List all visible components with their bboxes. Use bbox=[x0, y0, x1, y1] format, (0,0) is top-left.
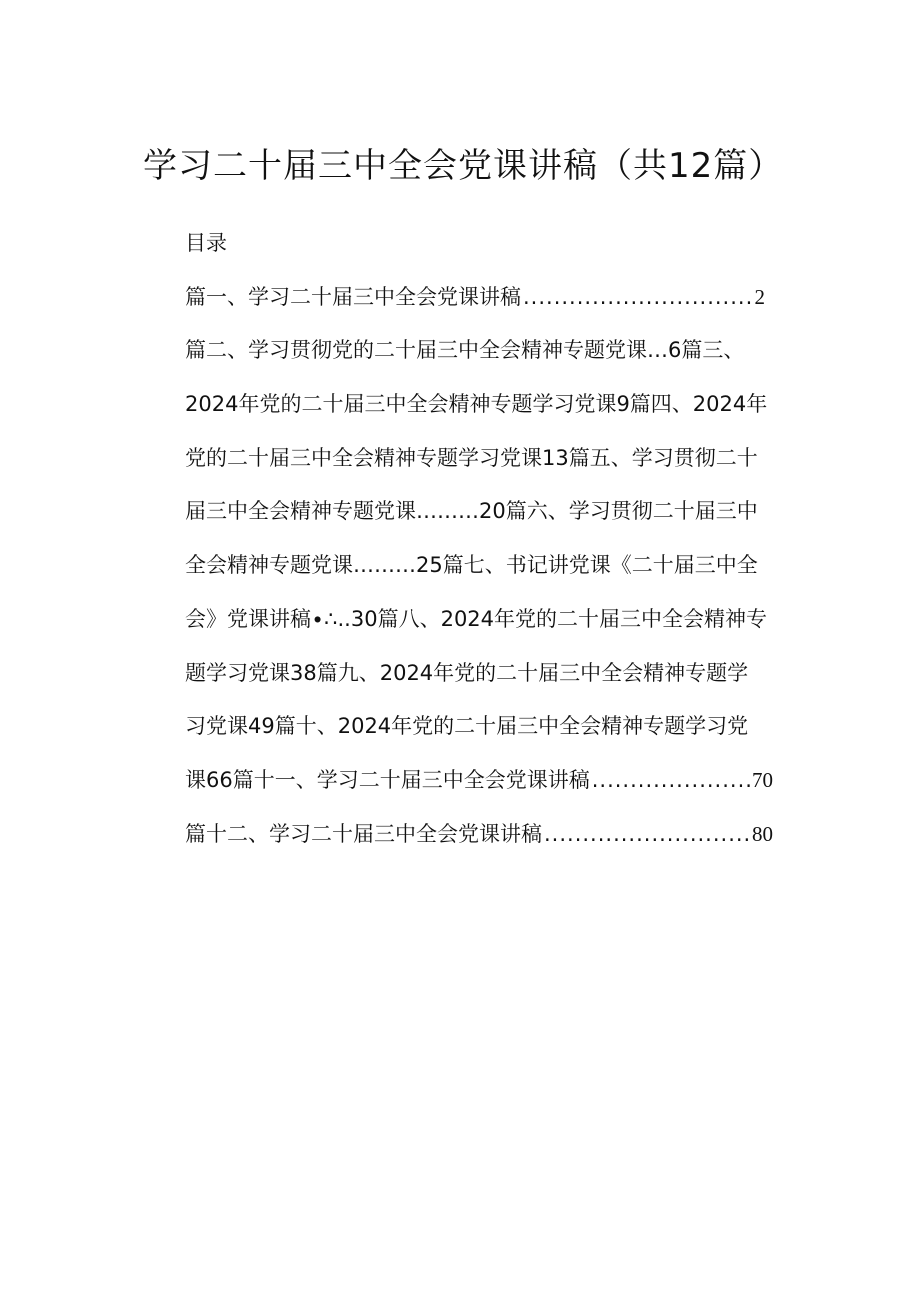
dot-leader bbox=[592, 762, 750, 799]
toc-run-line: 全会精神专题党课………25篇七、书记讲党课《二十届三中全 bbox=[185, 553, 758, 578]
toc-entry-11[interactable] bbox=[185, 762, 773, 799]
toc-page-number: 80 bbox=[752, 821, 773, 846]
toc-run-line: 2024年党的二十届三中全会精神专题学习党课9篇四、2024年 bbox=[185, 392, 768, 417]
toc-run-line: 党的二十届三中全会精神专题学习党课13篇五、学习贯彻二十 bbox=[185, 445, 758, 470]
table-of-contents bbox=[185, 225, 805, 869]
toc-run-line: 习党课49篇十、2024年党的二十届三中全会精神专题学习党 bbox=[185, 714, 749, 739]
toc-entry-label: 篇一、学习二十届三中全会党课讲稿 bbox=[185, 284, 521, 309]
toc-entry-label: 课66篇十一、学习二十届三中全会党课讲稿 bbox=[185, 767, 590, 792]
toc-heading: 目录 bbox=[185, 231, 227, 255]
toc-run-line: 会》党课讲稿∙∴..30篇八、2024年党的二十届三中全会精神专 bbox=[185, 606, 768, 631]
dot-leader bbox=[523, 279, 753, 316]
toc-entry-label: 篇十二、学习二十届三中全会党课讲稿 bbox=[185, 821, 542, 846]
toc-run-line: 届三中全会精神专题党课………20篇六、学习贯彻二十届三中 bbox=[185, 499, 758, 524]
toc-run-line: 篇二、学习贯彻党的二十届三中全会精神专题党课…6篇三、 bbox=[185, 338, 745, 363]
toc-entry-1[interactable] bbox=[185, 279, 765, 316]
toc-run-line: 题学习党课38篇九、2024年党的二十届三中全会精神专题学 bbox=[185, 660, 749, 685]
toc-entry-12[interactable] bbox=[185, 816, 773, 853]
toc-page-number: 2 bbox=[754, 284, 765, 309]
document-title: 学习二十届三中全会党课讲稿（共12篇） bbox=[143, 146, 784, 186]
dot-leader bbox=[544, 816, 750, 853]
toc-page-number: 70 bbox=[752, 767, 773, 792]
